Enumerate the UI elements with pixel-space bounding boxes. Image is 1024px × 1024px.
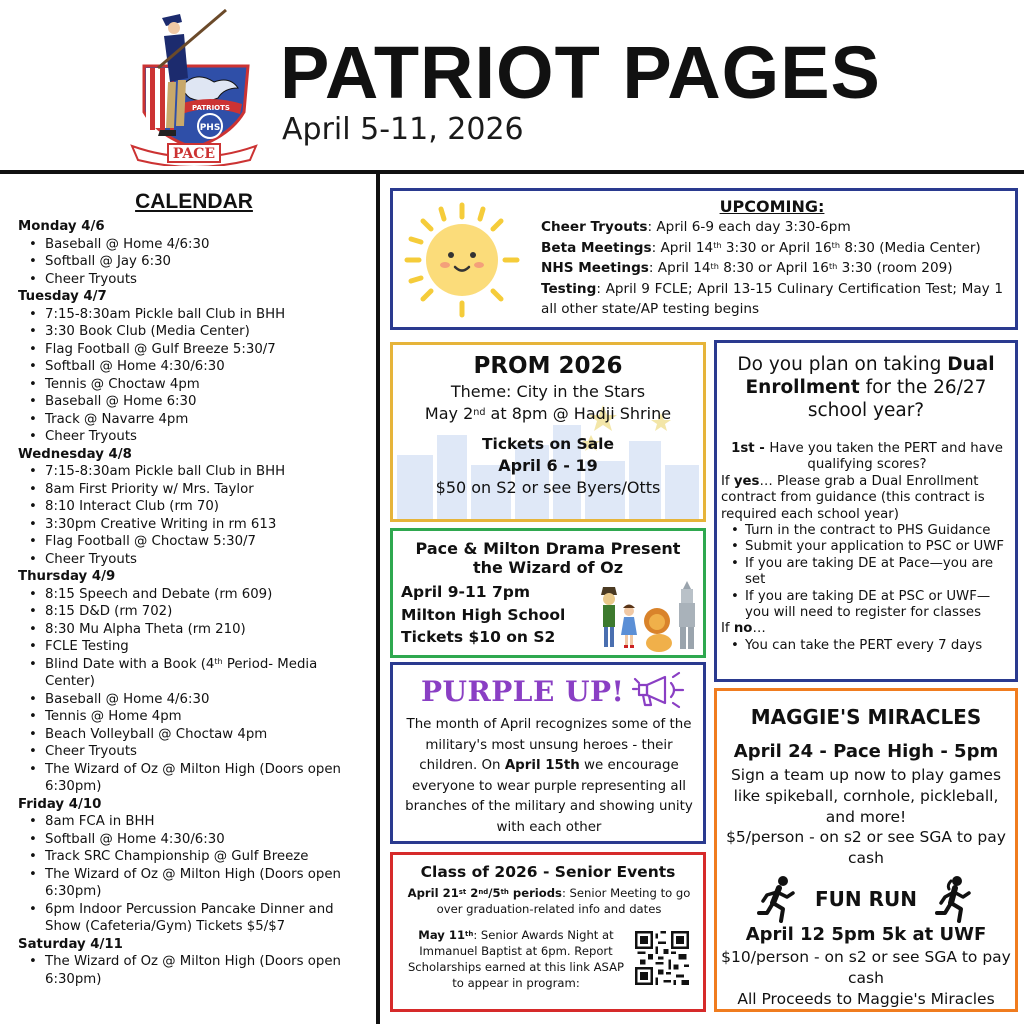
prom-tickets: Tickets on Sale (481, 435, 615, 453)
maggies-title: MAGGIE'S MIRACLES (750, 705, 982, 729)
drama-venue: Milton High School (401, 605, 566, 624)
fun-run-row (717, 873, 1015, 923)
beta-text-a: : April 14 (651, 239, 714, 256)
upcoming-box (390, 188, 1018, 330)
ev1-slash: /5 (488, 886, 501, 900)
patriot-logo (130, 8, 258, 166)
calendar-event: • 6pm Indoor Percussion Pancake Dinner and Show (Cafeteria/Gym) Tickets $5/$7 (18, 901, 370, 936)
calendar-day-list (18, 463, 370, 568)
prom-content (393, 351, 703, 499)
nhs-text-a: : April 14 (648, 260, 711, 277)
calendar-event: • Softball @ Jay 6:30 (18, 253, 370, 271)
dual-question (721, 441, 1013, 474)
senior-meeting-event (403, 885, 695, 917)
dual-enrollment-step: • You can take the PERT every 7 days (721, 638, 1013, 654)
maggies-miracles-content (717, 703, 1015, 1009)
testing-text: : April 9 FCLE; April 13-15 Culinary Certification Test; May 1 all other state/AP testing begins (541, 280, 1003, 318)
purple-up-box (390, 662, 706, 844)
prom-box (390, 342, 706, 522)
purple-text-date: April 15th (504, 758, 580, 774)
nhs-sup-2: th (828, 260, 838, 271)
calendar-event: • 7:15-8:30am Pickle ball Club in BHH (18, 463, 370, 481)
dual-yes-list (721, 523, 1013, 621)
logo-phs-text: PHS (199, 123, 221, 133)
calendar-day-heading: Saturday 4/11 (18, 936, 123, 952)
calendar-event: • Track @ Navarre 4pm (18, 411, 370, 429)
dual-enrollment-step: • Turn in the contract to PHS Guidance (721, 523, 1013, 539)
upcoming-testing (541, 279, 1003, 320)
drama-date: April 9-11 7pm (401, 583, 530, 601)
logo-patriots-text: PATRIOTS (192, 104, 230, 112)
drama-tickets: Tickets $10 on S2 (401, 628, 556, 646)
calendar-day-list (18, 306, 370, 446)
calendar-event: • The Wizard of Oz @ Milton High (Doors open 6:30pm) (18, 953, 370, 988)
senior-events-title: Class of 2026 - Senior Events (420, 863, 676, 881)
calendar-event: • 8am FCA in BHH (18, 813, 370, 831)
fun-run-date: April 12 5pm 5k at UWF (745, 923, 987, 945)
prom-theme: Theme: City in the Stars (450, 382, 646, 401)
fun-run-proceeds: All Proceeds to Maggie's Miracles (737, 989, 995, 1008)
page-dates: April 5-11, 2026 (282, 112, 524, 147)
prom-price: $50 on S2 or see Byers/Otts (435, 478, 661, 497)
nhs-sup-1: th (710, 260, 719, 271)
prom-date-a: May 2 (424, 404, 474, 423)
logo-pace-text: PACE (172, 146, 216, 162)
calendar-event: • 8:15 Speech and Debate (rm 609) (18, 586, 370, 604)
calendar-event: • Tennis @ Choctaw 4pm (18, 376, 370, 394)
dual-no-label: no (733, 621, 753, 637)
calendar-event: • 3:30pm Creative Writing in rm 613 (18, 516, 370, 534)
senior-awards-date (418, 928, 473, 942)
cheer-text: : April 6-9 each day 3:30-6pm (647, 219, 851, 236)
dual-enrollment-step: • Submit your application to PSC or UWF (721, 539, 1013, 555)
column-divider (376, 174, 380, 1024)
beta-text-b: 3:30 or April 16 (721, 239, 832, 256)
dual-no-suffix: … (752, 621, 766, 637)
calendar-day-heading: Monday 4/6 (18, 219, 105, 234)
calendar-event: • Baseball @ Home 4/6:30 (18, 236, 370, 254)
senior-meeting-date (408, 886, 562, 900)
calendar-event: • Baseball @ Home 6:30 (18, 393, 370, 411)
calendar-title: CALENDAR (135, 190, 253, 213)
ev1-sup-1: st (458, 887, 467, 896)
calendar-section (18, 188, 370, 988)
maggies-miracles-box (714, 688, 1018, 1012)
testing-label: Testing (541, 280, 597, 297)
calendar-day-list (18, 586, 370, 796)
calendar-day-heading: Friday 4/10 (18, 796, 102, 812)
calendar-day-list (18, 953, 370, 988)
calendar-event: • Baseball @ Home 4/6:30 (18, 691, 370, 709)
calendar-event: • Cheer Tryouts (18, 551, 370, 569)
dual-yes-pre: If (721, 473, 734, 489)
upcoming-nhs (541, 258, 1003, 278)
header-divider (0, 170, 1024, 174)
dual-q1-label: 1st - (731, 441, 770, 456)
ordinal-suffix: th (214, 656, 223, 666)
prom-date-sup: nd (473, 406, 486, 418)
dual-title-b: for the 26/27 school year? (807, 377, 987, 421)
calendar-event: • Cheer Tryouts (18, 743, 370, 761)
drama-box (390, 528, 706, 658)
calendar-event: • Softball @ Home 4:30/6:30 (18, 358, 370, 376)
upcoming-beta (541, 238, 1003, 258)
ev2-sup: th (465, 929, 474, 938)
calendar-event: • Softball @ Home 4:30/6:30 (18, 831, 370, 849)
calendar-event: • 8:15 D&D (rm 702) (18, 603, 370, 621)
calendar-day-heading: Tuesday 4/7 (18, 289, 107, 304)
dual-no-list (721, 638, 1013, 654)
megaphone-icon (631, 671, 687, 711)
calendar-days (18, 218, 370, 988)
beta-sup-1: th (713, 240, 722, 251)
purple-up-title: PURPLE UP! (421, 675, 625, 708)
prom-date-b: at 8pm @ Hadji Shrine (485, 404, 672, 423)
upcoming-text (541, 197, 1003, 319)
purple-text-b: we encourage everyone to wear purple representing all branches of the military and showing unity with each other (405, 758, 693, 835)
senior-meeting-text: : Senior Meeting to go over graduation-related info and dates (436, 886, 691, 916)
calendar-event: • Blind Date with a Book (4th Period- Media Center) (18, 656, 370, 691)
calendar-event: • Tennis @ Home 4pm (18, 708, 370, 726)
dual-enrollment-step: • If you are taking DE at PSC or UWF—you will need to register for classes (721, 589, 1013, 622)
maggies-description: Sign a team up now to play games like spikeball, cornhole, pickleball, and more! (730, 766, 1002, 826)
dual-q1-text: Have you taken the PERT and have qualifying scores? (769, 441, 1003, 473)
dual-yes-text: … Please grab a Dual Enrollment contract from guidance (this contract is required each school year) (721, 473, 985, 522)
ev1-mid: 2 (466, 886, 479, 900)
calendar-day-list (18, 813, 370, 936)
fun-run-title: FUN RUN (815, 886, 917, 911)
dual-title-bold: Dual Enrollment (745, 354, 995, 398)
calendar-event: • 8am First Priority w/ Mrs. Taylor (18, 481, 370, 499)
upcoming-cheer (541, 217, 1003, 237)
purple-text-a: The month of April recognizes some of the military's most unsung heroes - their children. On (406, 717, 692, 774)
dual-enrollment-body (721, 441, 1013, 654)
dual-title-a: Do you plan on taking (737, 354, 948, 375)
dual-if-yes (721, 474, 1013, 523)
calendar-event: • The Wizard of Oz @ Milton High (Doors open 6:30pm) (18, 866, 370, 901)
calendar-event: • 7:15-8:30am Pickle ball Club in BHH (18, 306, 370, 324)
calendar-event: • 8:30 Mu Alpha Theta (rm 210) (18, 621, 370, 639)
beta-text-c: 8:30 (Media Center) (840, 239, 981, 256)
calendar-event: • Cheer Tryouts (18, 271, 370, 289)
prom-date (393, 403, 703, 425)
ev1-date: April 21 (407, 886, 459, 900)
calendar-event: • 3:30 Book Club (Media Center) (18, 323, 370, 341)
calendar-event: • FCLE Testing (18, 638, 370, 656)
ev1-periods: periods (508, 886, 562, 900)
beta-label: Beta Meetings (541, 239, 652, 256)
senior-awards-event (405, 927, 627, 991)
dual-no-pre: If (721, 621, 734, 637)
drama-info (401, 581, 565, 649)
nhs-text-b: 8:30 or April 16 (718, 260, 829, 277)
calendar-event: • Flag Football @ Choctaw 5:30/7 (18, 533, 370, 551)
dual-if-no (721, 621, 1013, 637)
calendar-day-list (18, 236, 370, 289)
nhs-label: NHS Meetings (541, 260, 649, 277)
maggies-event-date: April 24 - Pace High - 5pm (733, 741, 999, 762)
prom-sale-dates: April 6 - 19 (498, 456, 598, 475)
cheer-label: Cheer Tryouts (541, 219, 648, 236)
beta-sup-2: th (831, 240, 841, 251)
page-title: PATRIOT PAGES (280, 31, 881, 114)
calendar-day-heading: Wednesday 4/8 (18, 446, 132, 462)
wizard-of-oz-characters-image (595, 581, 705, 655)
drama-title-line-1: Pace & Milton Drama Present (415, 539, 681, 558)
calendar-event: • Track SRC Championship @ Gulf Breeze (18, 848, 370, 866)
nhs-text-c: 3:30 (room 209) (837, 260, 953, 277)
purple-up-text (401, 715, 697, 839)
sun-icon (403, 201, 521, 319)
calendar-event: • The Wizard of Oz @ Milton High (Doors open 6:30pm) (18, 761, 370, 796)
runner-icon (933, 875, 977, 925)
calendar-event: • Beach Volleyball @ Choctaw 4pm (18, 726, 370, 744)
upcoming-title: UPCOMING: (719, 197, 825, 216)
ev2-date: May 11 (418, 928, 466, 942)
calendar-event: • 8:10 Interact Club (rm 70) (18, 498, 370, 516)
calendar-event: • Cheer Tryouts (18, 428, 370, 446)
drama-title-line-2: the Wizard of Oz (472, 558, 624, 577)
dual-enrollment-step: • If you are taking DE at Pace—you are set (721, 556, 1013, 589)
qr-code[interactable] (635, 931, 689, 985)
dual-enrollment-box (714, 340, 1018, 682)
dual-yes-label: yes (733, 473, 760, 489)
ev1-sup-3: th (500, 887, 509, 896)
fun-run-price: $10/person - on s2 or see SGA to pay cash (721, 947, 1011, 987)
dual-enrollment-title (717, 353, 1015, 422)
prom-title: PROM 2026 (473, 353, 623, 379)
senior-awards-text: : Senior Awards Night at Immanuel Baptist at 6pm. Report Scholarships earned at this link ASAP to appear in program: (407, 928, 625, 990)
calendar-day-heading: Thursday 4/9 (18, 569, 116, 584)
calendar-event: • Flag Football @ Gulf Breeze 5:30/7 (18, 341, 370, 359)
maggies-price: $5/person - on s2 or see SGA to pay cash (726, 828, 1006, 868)
ev1-sup-2: nd (478, 887, 489, 896)
senior-events-box (390, 852, 706, 1012)
drama-title (393, 539, 703, 577)
